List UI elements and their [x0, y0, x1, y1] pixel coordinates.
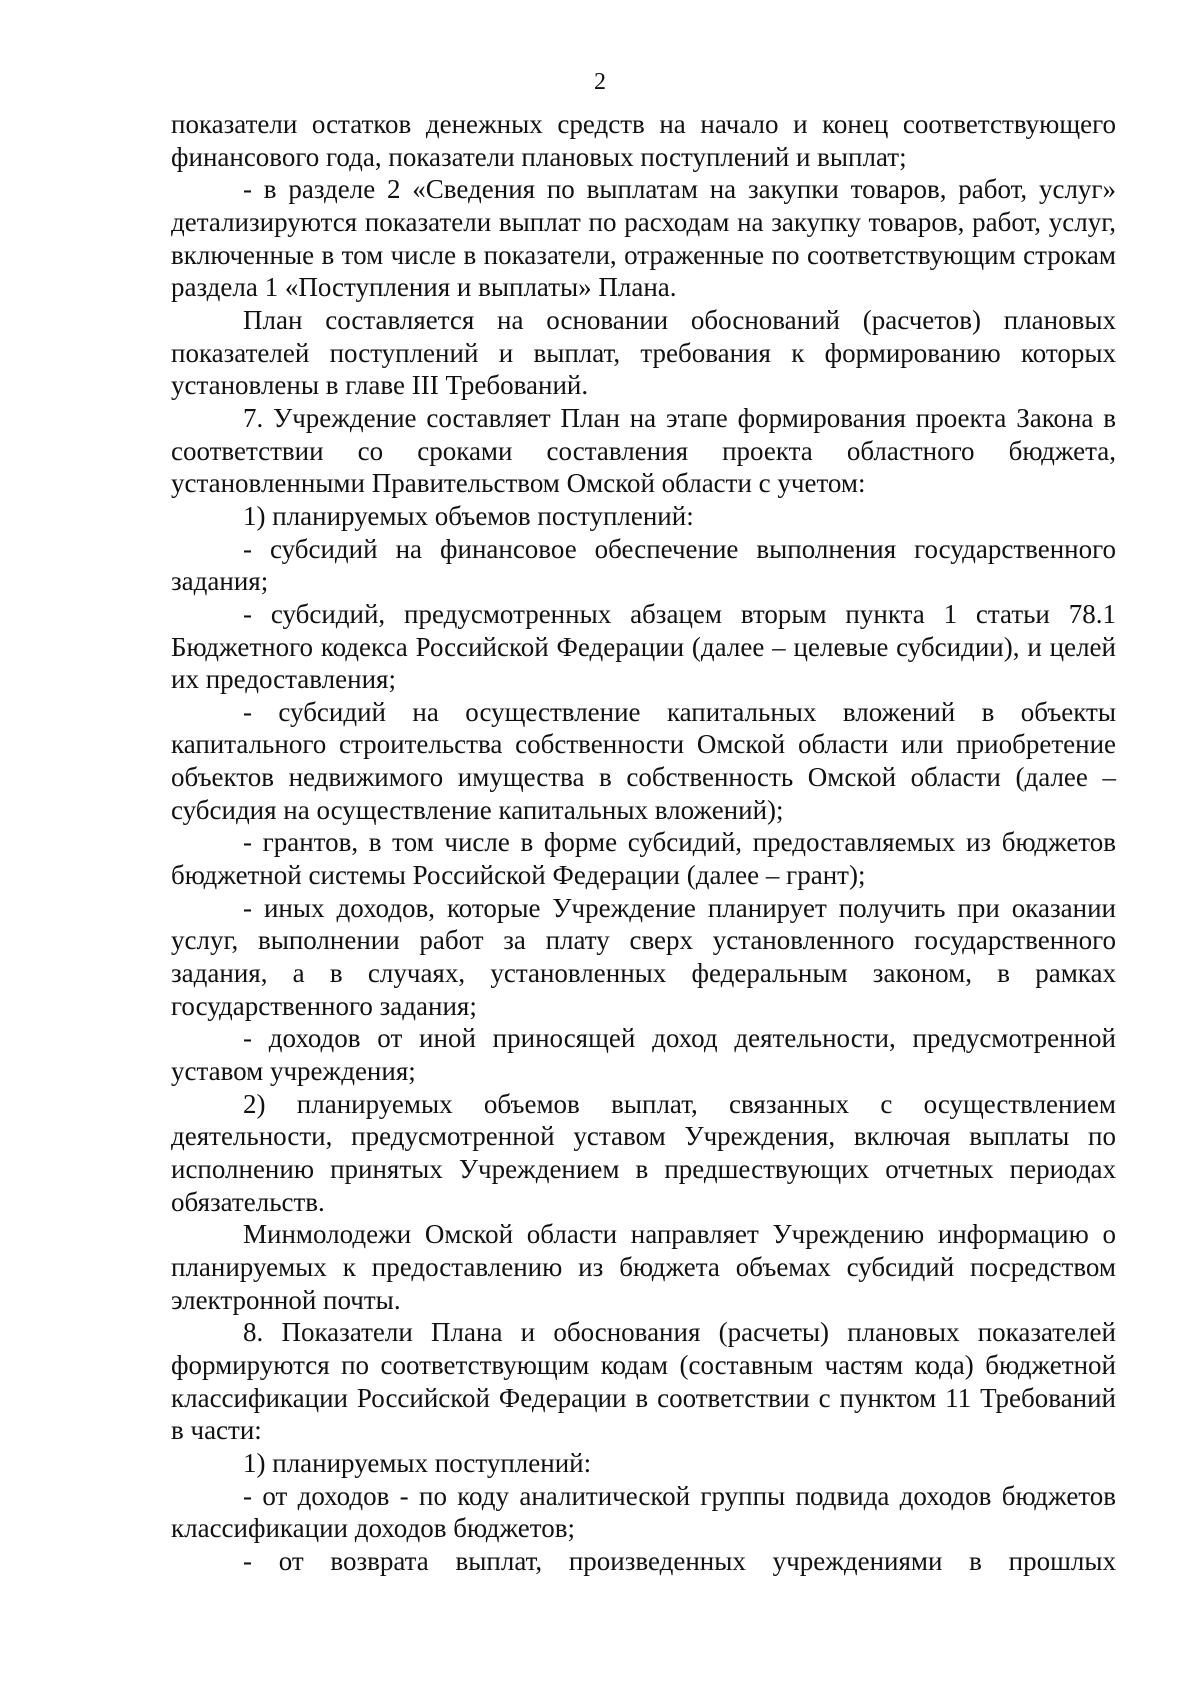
paragraph-plan-basis: План составляется на основании обоснований (расчетов) плановых показателей поступлений и выплат, требования к формированию которых установлены в главе III Требований.: [171, 304, 1116, 401]
paragraph-item-8: 8. Показатели Плана и обоснования (расчеты) плановых показателей формируются по соответствующим кодам (составным частям кода) бюджетной классификации Российской Федерации в соответствии с пунктом 11 Требований в части:: [171, 1317, 1116, 1446]
paragraph-item-7-2: 2) планируемых объемов выплат, связанных с осуществлением деятельности, предусмотренной уставом Учреждения, включая выплаты по исполнению принятых Учреждением в предшествующих отчетных периодах обязательств.: [171, 1088, 1116, 1217]
paragraph-continuation: показатели остатков денежных средств на начало и конец соответствующего финансового года, показатели плановых поступлений и выплат;: [171, 109, 1116, 172]
paragraph-item-7-1: 1) планируемых объемов поступлений:: [243, 500, 694, 531]
paragraph-item-8-1: 1) планируемых поступлений:: [243, 1447, 592, 1478]
paragraph-subsidy-state-task: - субсидий на финансовое обеспечение выполнения государственного задания;: [171, 533, 1116, 597]
paragraph-capital-subsidies: - субсидий на осуществление капитальных вложений в объекты капитального строительства собственности Омской области или приобретение объектов недвижимого имущества в собственность Омской области (далее – субсидия на осуществление капитальных вложений);: [171, 696, 1116, 825]
paragraph-other-income: - иных доходов, которые Учреждение планирует получить при оказании услуг, выполнении работ за плату сверх установленного государственного задания, а в случаях, установленных федеральным законом, в рамках государственного задания;: [171, 892, 1116, 1021]
paragraph-ministry-info: Минмолодежи Омской области направляет Учреждению информацию о планируемых к предоставлению из бюджета объемах субсидий посредством электронной почты.: [171, 1219, 1116, 1315]
document-text: [171, 108, 1116, 1578]
paragraph-income-codes: - от доходов - по коду аналитической группы подвида доходов бюджетов классификации доходов бюджетов;: [171, 1480, 1116, 1544]
page-number: 2: [594, 69, 606, 95]
paragraph-charter-income: - доходов от иной приносящей доход деятельности, предусмотренной уставом учреждения;: [171, 1023, 1116, 1087]
paragraph-grants: - грантов, в том числе в форме субсидий, предоставляемых из бюджетов бюджетной системы Российской Федерации (далее – грант);: [171, 827, 1116, 891]
paragraph-refunds: - от возврата выплат, произведенных учреждениями в прошлых: [243, 1545, 1116, 1576]
paragraph-section-2-details: - в разделе 2 «Сведения по выплатам на закупки товаров, работ, услуг» детализируются показатели выплат по расходам на закупку товаров, работ, услуг, включенные в том числе в показатели, отраженные по соответствующим строкам раздела 1 «Поступления и выплаты» Плана.: [171, 174, 1116, 303]
paragraph-target-subsidies: - субсидий, предусмотренных абзацем вторым пункта 1 статьи 78.1 Бюджетного кодекса Российской Федерации (далее – целевые субсидии), и целей их предоставления;: [171, 598, 1116, 695]
paragraph-item-7: 7. Учреждение составляет План на этапе формирования проекта Закона в соответствии со сроками составления проекта областного бюджета, установленными Правительством Омской области с учетом:: [171, 402, 1116, 499]
